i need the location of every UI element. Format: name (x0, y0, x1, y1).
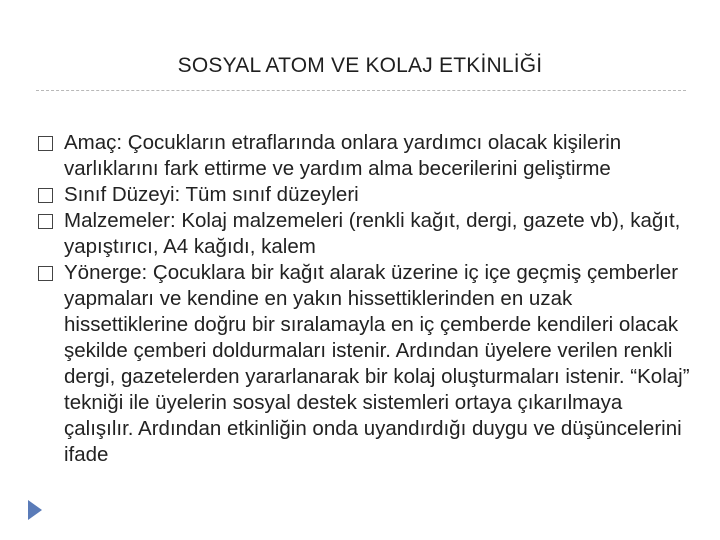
slide-title: SOSYAL ATOM VE KOLAJ ETKİNLİĞİ (177, 54, 543, 77)
bullet-text: Amaç: Çocukların etraflarında onlara yardımcı olacak kişilerin varlıklarını fark ettirme ve yardım alma becerilerini geliştirme (64, 131, 622, 180)
bullet-text: Yönerge: Çocuklara bir kağıt alarak üzerine iç içe geçmiş çemberler yapmaları ve kendine en yakın hissettiklerinden en uzak hissettiklerine doğru bir sıralamayla en iç çemberde kendileri olacak şekilde çemberi doldurmaları istenir. Ardından üyelere verilen renkli dergi, gazetelerden yararlanarak bir kolaj oluşturmaları istenir. “Kolaj” tekniği ile üyelerin sosyal destek sistemleri ortaya çıkarılmaya çalışılır. Ardından etkinliğin onda uyandırdığı duygu ve düşüncelerini ifade (64, 261, 690, 466)
square-bullet-icon (38, 214, 53, 229)
bullet-text: Malzemeler: Kolaj malzemeleri (renkli kağıt, dergi, gazete vb), kağıt, yapıştırıcı, A4 kağıdı, kalem (64, 209, 681, 258)
square-bullet-icon (38, 136, 53, 151)
bullet-item-amac (36, 130, 691, 182)
square-bullet-icon (38, 188, 53, 203)
bullet-list (36, 130, 691, 468)
bullet-item-sinif-duzeyi (36, 182, 691, 208)
bullet-item-malzemeler (36, 208, 691, 260)
bullet-text: Sınıf Düzeyi: Tüm sınıf düzeyleri (64, 183, 359, 206)
title-divider (36, 90, 686, 91)
triangle-right-icon[interactable] (28, 500, 42, 520)
bullet-item-yonerge (36, 260, 691, 468)
square-bullet-icon (38, 266, 53, 281)
